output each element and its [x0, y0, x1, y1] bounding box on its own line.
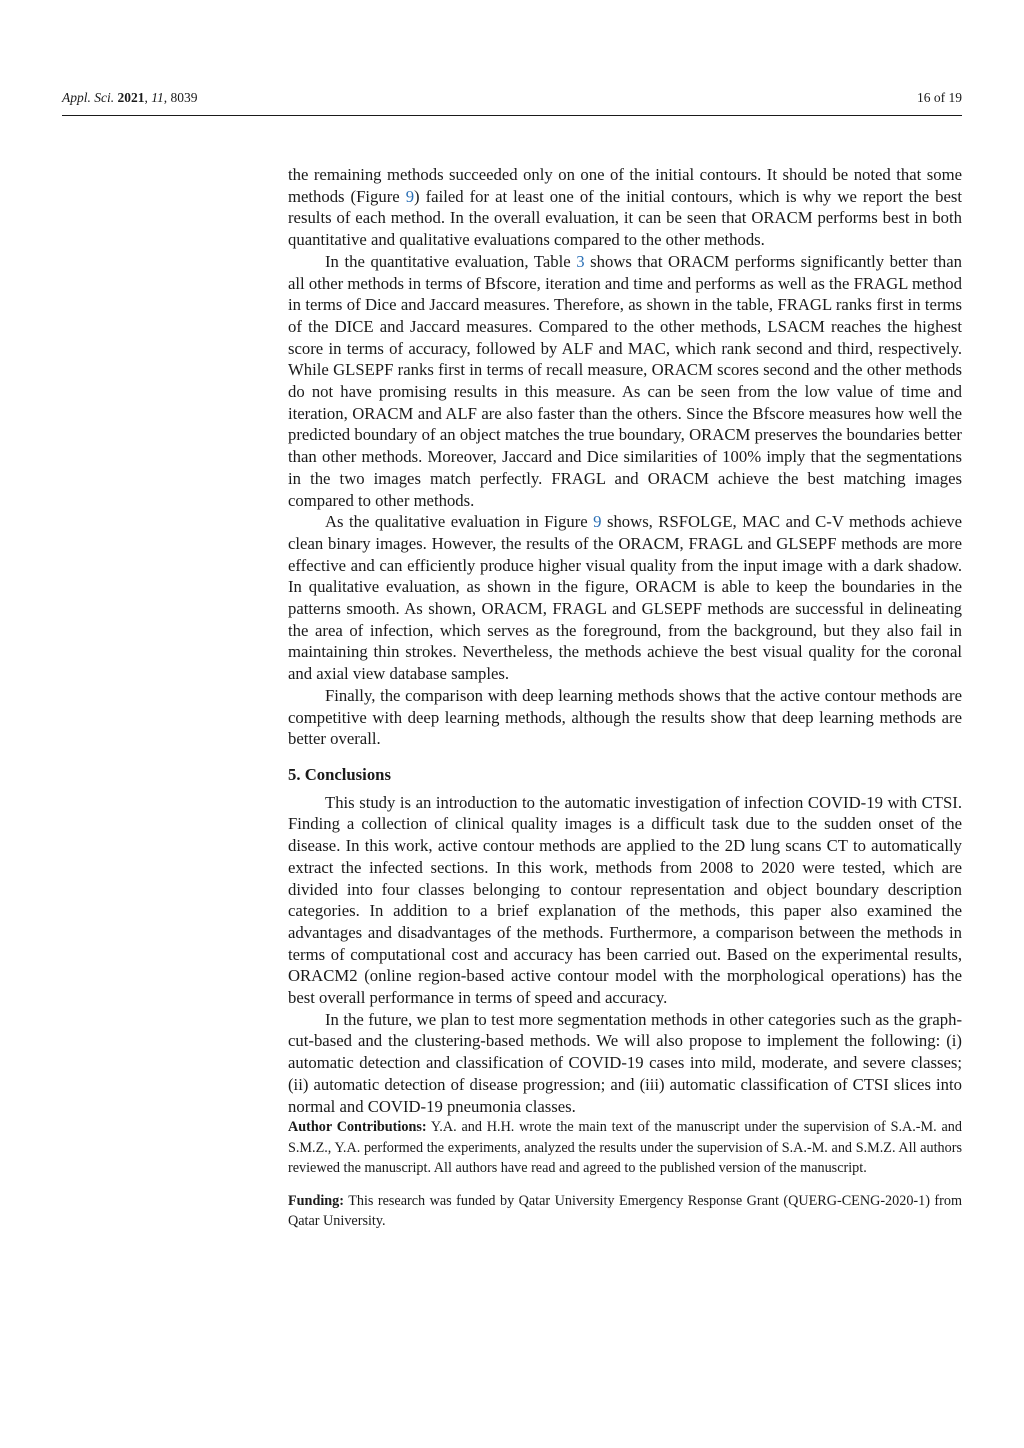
running-header [62, 88, 962, 110]
journal-name: Appl. Sci. [62, 90, 115, 105]
paragraph-text: As the qualitative evaluation in Figure [325, 512, 594, 532]
paragraph-deep-learning: Finally, the comparison with deep learning methods shows that the active contour methods are competitive with deep learning methods, although the results show that deep learning methods are better overall. [288, 685, 962, 749]
paragraph-text: the remaining methods succeeded only on one of the initial contours. It should be noted that some methods (Figure [288, 165, 962, 206]
journal-volume: 11 [151, 90, 164, 105]
journal-citation: Appl. Sci. 2021, 11, 8039 [62, 90, 198, 105]
section-heading: 5. Conclusions [288, 764, 391, 784]
funding-text: This research was funded by Qatar University Emergency Response Grant (QUERG-CENG-2020-1) from Qatar University. [288, 1192, 962, 1230]
paragraph-future-work: In the future, we plan to test more segmentation methods in other categories such as the graph-cut-based and the clustering-based methods. We will also propose to implement the following: (i) automatic detection and classification of COVID-19 cases into mild, moderate, and severe classes; (ii) automatic detection of disease progression; and (iii) automatic classification of CTSI slices into normal and COVID-19 pneumonia classes. [288, 1009, 962, 1116]
paragraph-text: shows that ORACM performs significantly better than all other methods in terms of Bfscore, iteration and time and performs as well as the FRAGL method in terms of Dice and Jaccard measures. Therefore, as shown in the table, FRAGL ranks first in terms of the DICE and Jaccard measures. Compared to the other methods, LSACM reaches the highest score in terms of accuracy, followed by ALF and MAC, which rank second and third, respectively. While GLSEPF ranks first in terms of recall measure, ORACM scores second and the other methods do not have promising results in this measure. As can be seen from the low value of time and iteration, ORACM and ALF are also faster than the others. Since the Bfscore measures how well the predicted boundary of an object matches the true boundary, ORACM preserves the boundaries better than other methods. Moreover, Jaccard and Dice similarities of 100% imply that the segmentations in the two images match perfectly. FRAGL and ORACM achieve the best matching images compared to other methods. [288, 251, 962, 510]
paragraph-continuation [288, 164, 962, 251]
journal-year: 2021 [117, 90, 145, 105]
page-number: 16 of 19 [917, 90, 962, 105]
main-text [288, 164, 962, 1232]
paragraph-text: ) failed for at least one of the initial contours, which is why we report the best results of each method. In the overall evaluation, it can be seen that ORACM performs best in both quantitative and qualitative evaluations compared to the other methods. [288, 186, 962, 250]
paragraph-quantitative [288, 251, 962, 511]
paragraph-text: shows, RSFOLGE, MAC and C-V methods achieve clean binary images. However, the results of the ORACM, FRAGL and GLSEPF methods are more effective and can efficiently produce higher visual quality from the input image with a dark shadow. In qualitative evaluation, as shown in the figure, ORACM is able to keep the boundaries in the patterns smooth. As shown, ORACM, FRAGL and GLSEPF methods are successful in delineating the area of infection, which serves as the foreground, from the background, but they also fail in maintaining thin strokes. Nevertheless, the methods achieve the best visual quality for the coronal and axial view database samples. [288, 512, 962, 684]
funding-label: Funding: [288, 1192, 344, 1209]
paragraph-text: In the quantitative evaluation, Table [325, 251, 577, 271]
paragraph-conclusions: This study is an introduction to the automatic investigation of infection COVID-19 with CTSI. Finding a collection of clinical quality images is a difficult task due to the sudden onset of the disease. In this work, active contour methods are applied to the 2D lung scans CT to automatically extract the infected sections. In this work, methods from 2008 to 2020 were tested, which are divided into four classes belonging to contour representation and object boundary description categories. In addition to a brief explanation of the methods, this paper also examined the advantages and disadvantages of the methods. Furthermore, a comparison between the methods in terms of computational cost and accuracy has been carried out. Based on the experimental results, ORACM2 (online region-based active contour model with the morphological operations) has the best overall performance in terms of speed and accuracy. [288, 792, 962, 1008]
header-rule [62, 115, 962, 116]
author-contributions-text: Y.A. and H.H. wrote the main text of the manuscript under the supervision of S.A.-M. and S.M.Z., Y.A. performed the experiments, analyzed the results under the supervision of S.A.-M. and S.M.Z. All authors reviewed the manuscript. All authors have read and agreed to the published version of the manuscript. [288, 1119, 962, 1177]
funding-statement [288, 1191, 962, 1232]
author-contributions-label: Author Contributions: [288, 1119, 427, 1136]
article-number: 8039 [170, 90, 198, 105]
figure-reference-link[interactable]: 9 [405, 186, 415, 206]
author-contributions [288, 1117, 962, 1179]
table-reference-link[interactable]: 3 [576, 251, 585, 271]
figure-reference-link[interactable]: 9 [593, 512, 602, 532]
paragraph-qualitative [288, 511, 962, 685]
